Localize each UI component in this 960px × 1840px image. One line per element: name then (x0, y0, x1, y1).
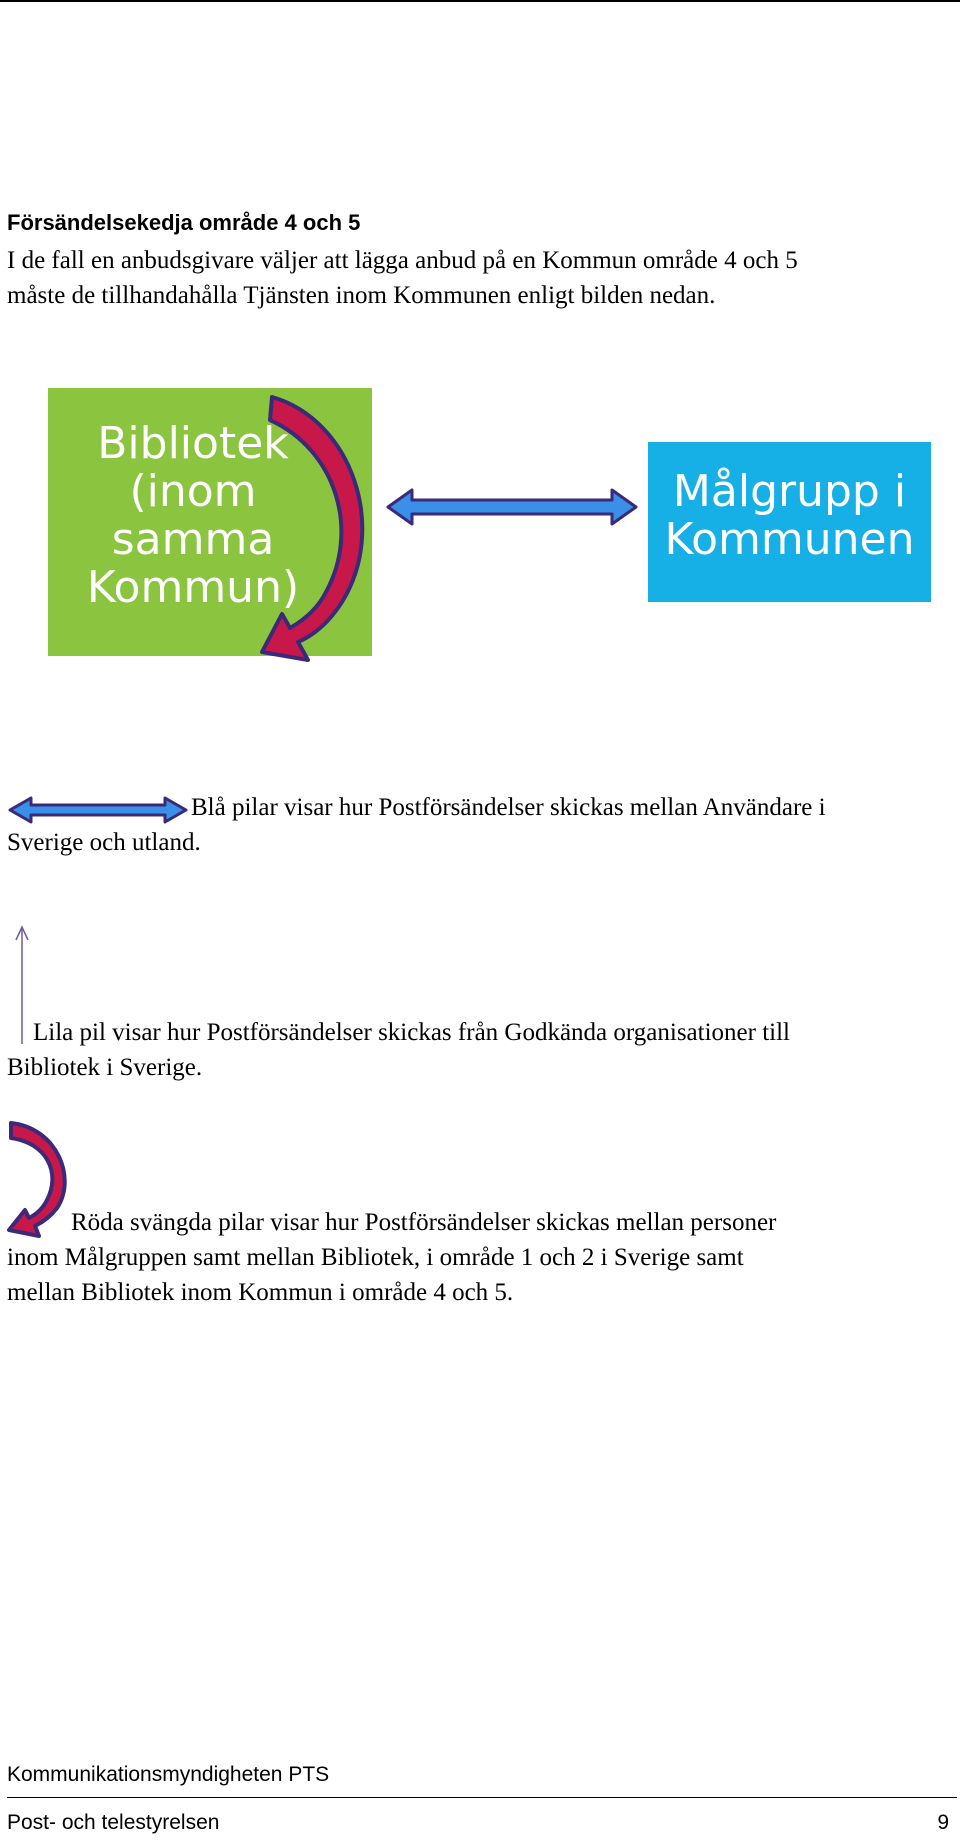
library-box-line: (inom (129, 466, 257, 517)
legend-blue-line-2: Sverige och utland. (7, 829, 201, 856)
legend-red-line-2: inom Målgruppen samt mellan Bibliotek, i område 1 och 2 i Sverige samt (7, 1244, 744, 1271)
intro-line-2: måste de tillhandahålla Tjänsten inom Kommunen enligt bilden nedan. (7, 282, 716, 309)
top-rule (0, 0, 960, 2)
legend-blue (7, 790, 957, 880)
intro-paragraph (7, 243, 957, 313)
target-group-box-line: Målgrupp i (672, 466, 907, 517)
legend-red (7, 1118, 957, 1318)
legend-purple-line-1: Lila pil visar hur Postförsändelser skickas från Godkända organisationer till (33, 1019, 790, 1046)
legend-red-line-1: Röda svängda pilar visar hur Postförsändelser skickas mellan personer (71, 1209, 777, 1236)
legend-red-line-3: mellan Bibliotek inom Kommun i område 4 och 5. (7, 1279, 514, 1306)
red-curved-arrow-icon (0, 380, 960, 680)
page-number: 9 (937, 1811, 949, 1834)
legend-blue-line-1: Blå pilar visar hur Postförsändelser skickas mellan Användare i (191, 794, 826, 821)
flow-diagram (0, 380, 960, 680)
legend-purple (7, 920, 957, 1090)
target-group-box-line: Kommunen (664, 514, 915, 565)
section-heading: Försändelsekedja område 4 och 5 (7, 210, 361, 235)
footer-organization: Kommunikationsmyndigheten PTS (7, 1763, 330, 1786)
intro-line-1: I de fall en anbudsgivare väljer att lägga anbud på en Kommun område 4 och 5 (7, 247, 798, 274)
footer-rule (7, 1797, 957, 1798)
footer-publisher: Post- och telestyrelsen (7, 1811, 220, 1834)
library-box-line: Kommun) (86, 562, 300, 613)
library-box-line: samma (111, 514, 275, 565)
library-box-line: Bibliotek (97, 418, 289, 469)
legend-purple-line-2: Bibliotek i Sverige. (7, 1054, 203, 1081)
